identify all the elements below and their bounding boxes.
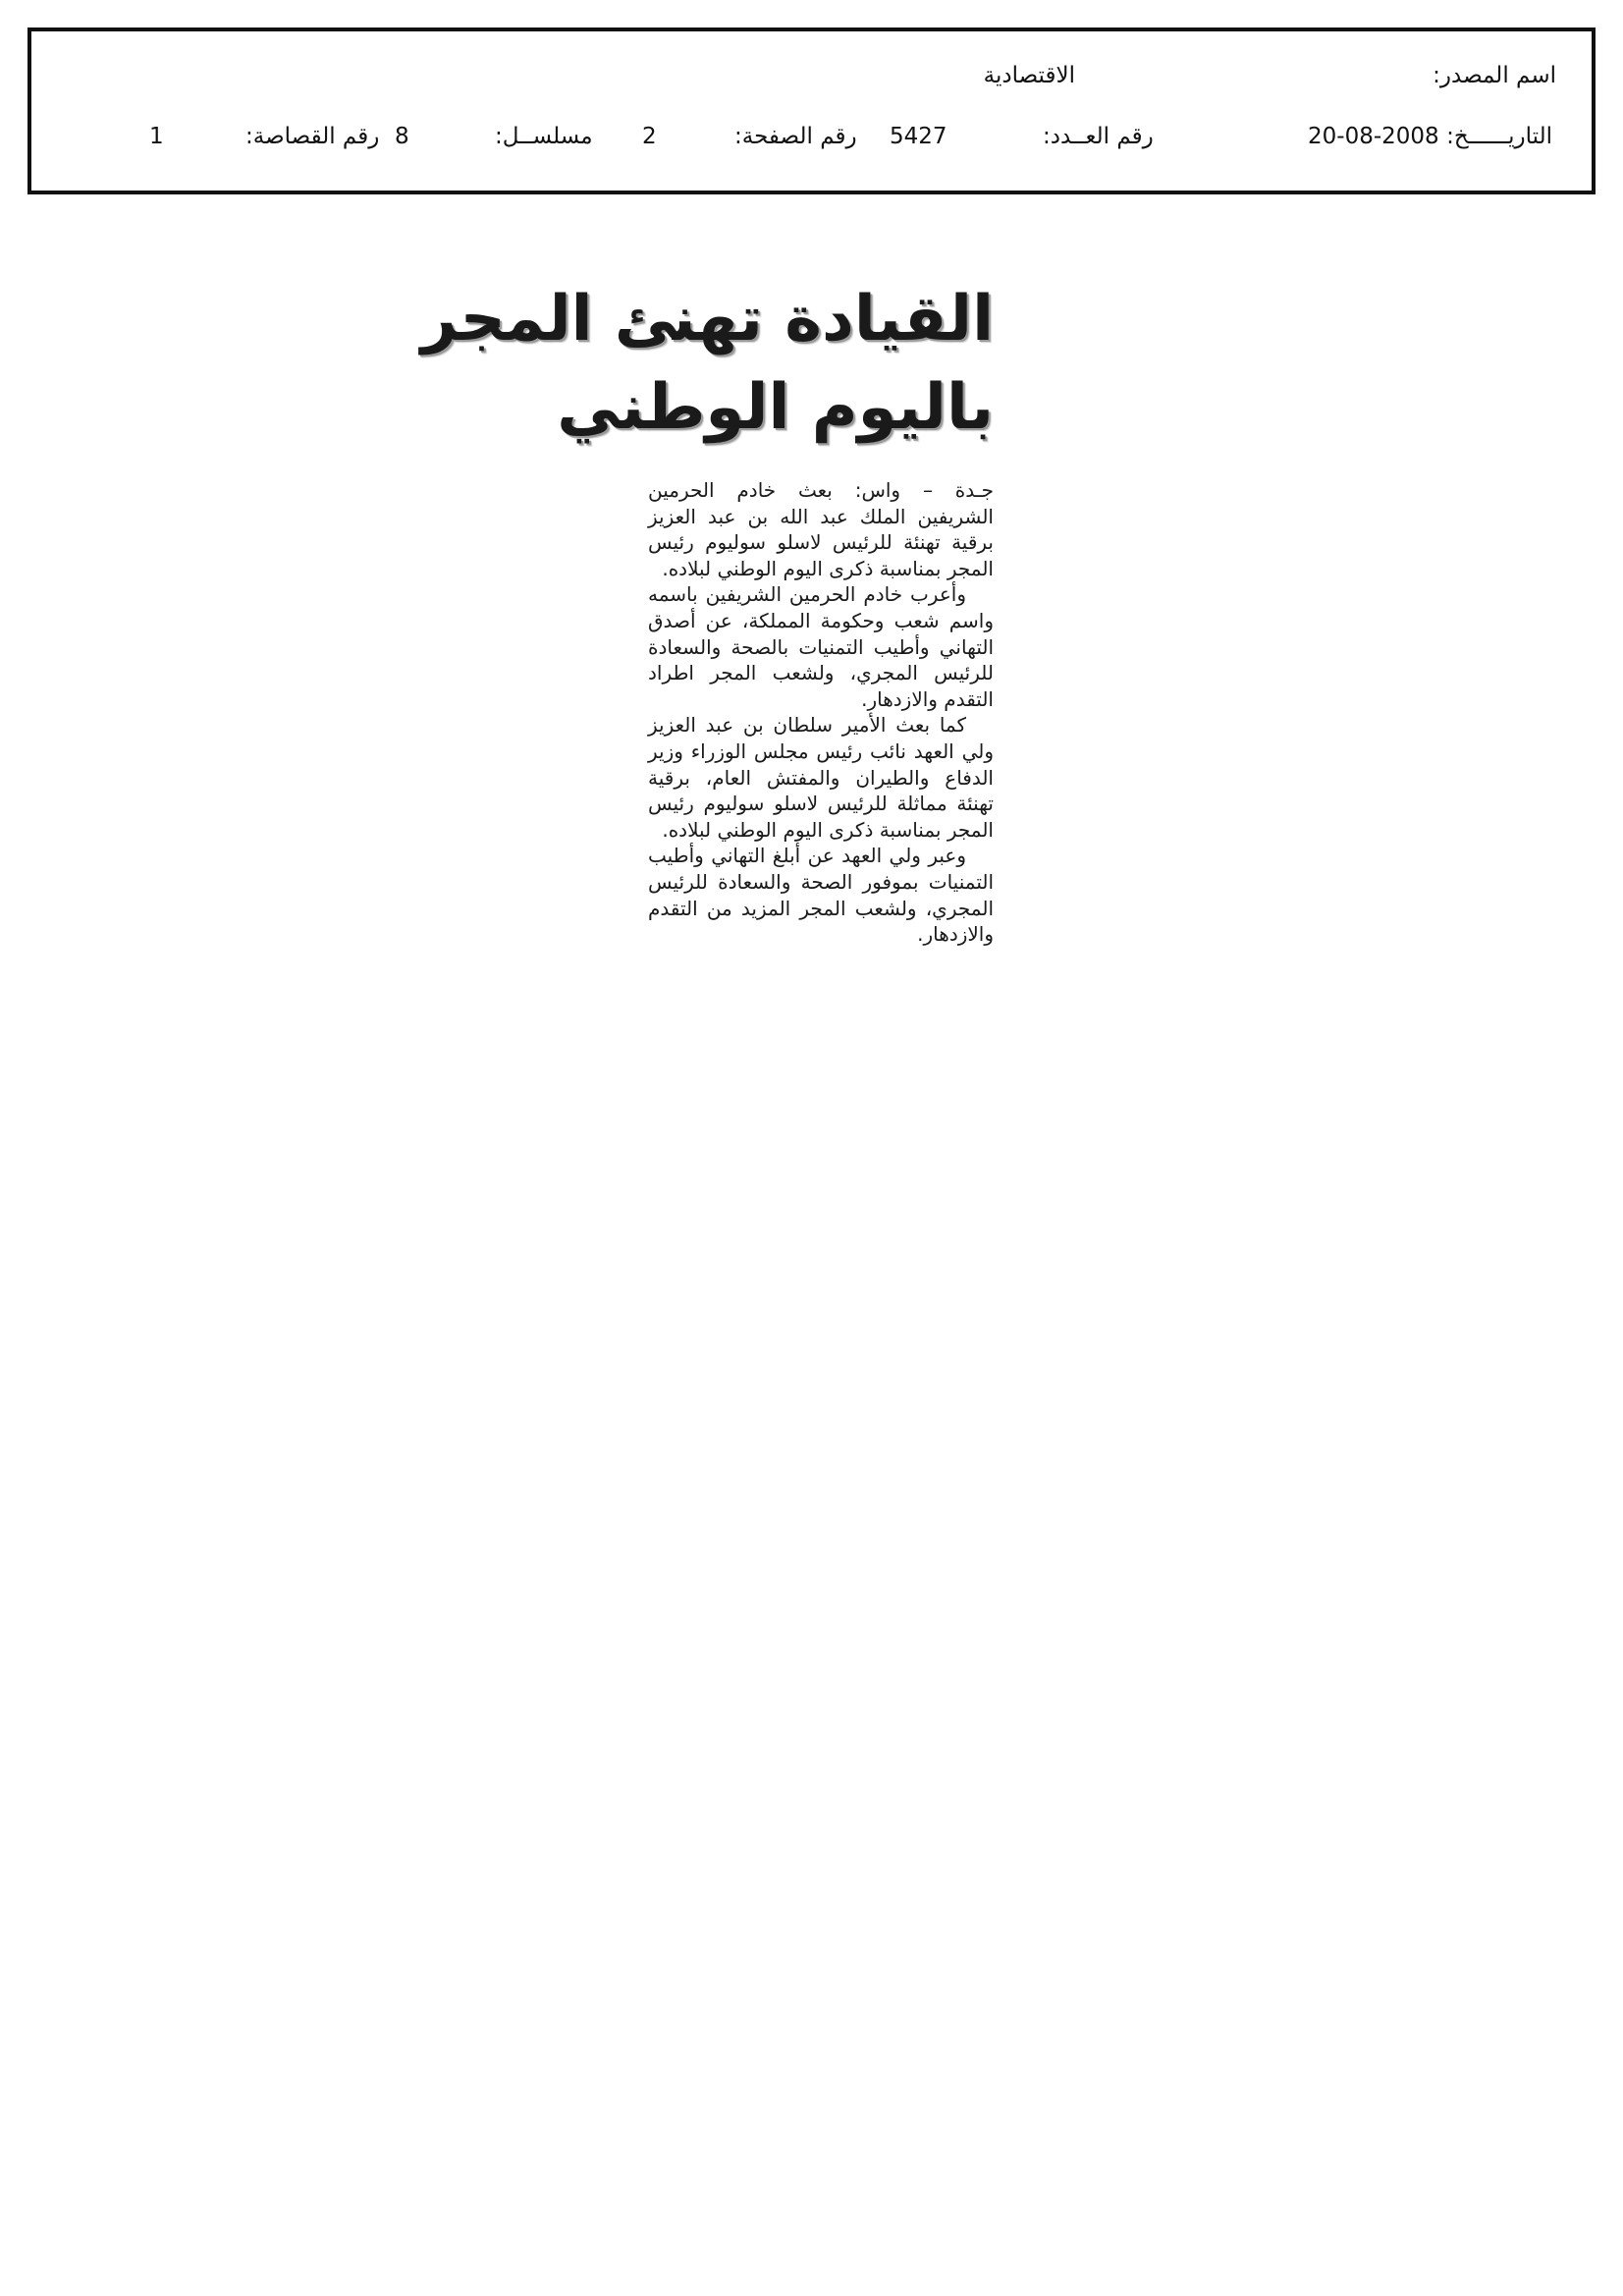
headline-line-2: باليوم الوطني: [557, 371, 994, 444]
page-number-value: 2: [642, 124, 657, 149]
issue-number-label: رقم العــدد:: [1043, 124, 1154, 149]
source-value: الاقتصادية: [983, 63, 1075, 88]
serial-value: 8: [395, 124, 409, 149]
date-value: 20-08-2008: [1308, 124, 1439, 149]
clipping-number-label: رقم القصاصة:: [245, 124, 380, 149]
article-headline: [420, 275, 994, 452]
article-body: [648, 477, 994, 948]
article-paragraph: وعبر ولي العهد عن أبلغ التهاني وأطيب التمنيات بموفور الصحة والسعادة للرئيس المجري، ولشعب المجر المزيد من التقدم والازدهار.: [648, 844, 994, 947]
page-number-label: رقم الصفحة:: [734, 124, 857, 149]
headline-line-1: القيادة تهنئ المجر: [420, 283, 994, 355]
date-label: التاريــــــخ:: [1446, 124, 1552, 149]
source-label: اسم المصدر:: [1433, 63, 1556, 88]
article-paragraph: جـدة – واس: بعث خادم الحرمين الشريفين الملك عبد الله بن عبد العزيز برقية تهنئة للرئيس لاسلو سوليوم رئيس المجر بمناسبة ذكرى اليوم الوطني لبلاده.: [648, 478, 994, 580]
clipping-number-value: 1: [149, 124, 164, 149]
clipping-header-box: [27, 27, 1596, 194]
serial-label: مسلســل:: [495, 124, 593, 149]
issue-number-value: 5427: [890, 124, 947, 149]
news-article: [420, 275, 994, 948]
article-paragraph: كما بعث الأمير سلطان بن عبد العزيز ولي العهد نائب رئيس مجلس الوزراء وزير الدفاع والطيران والمفتش العام، برقية تهنئة مماثلة للرئيس لاسلو سوليوم رئيس المجر بمناسبة ذكرى اليوم الوطني لبلاده.: [648, 713, 994, 842]
article-paragraph: وأعرب خادم الحرمين الشريفين باسمه واسم شعب وحكومة المملكة، عن أصدق التهاني وأطيب التمنيات بالصحة والسعادة للرئيس المجري، ولشعب المجر اطراد التقدم والازدهار.: [648, 582, 994, 711]
